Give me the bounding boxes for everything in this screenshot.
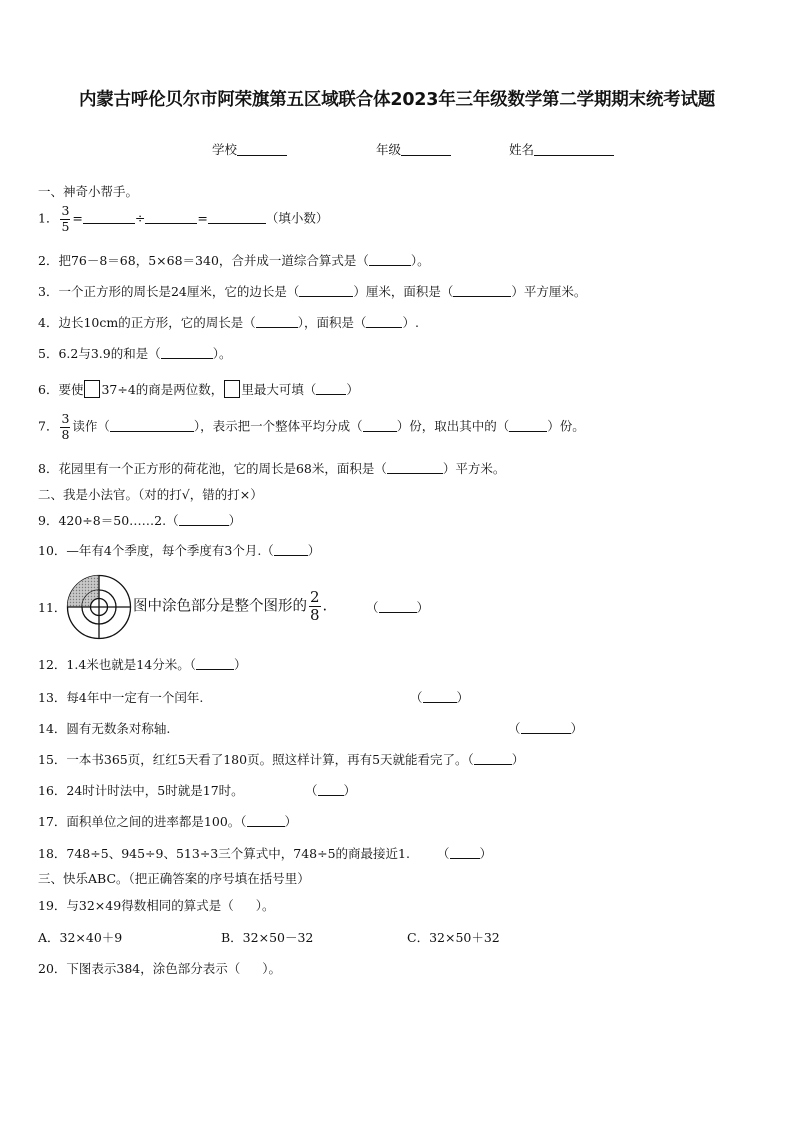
q4-text-1: 边长10cm的正方形，它的周长是（ [58,315,256,330]
q18-answer [437,844,492,862]
q12-text-1: 1.4米也就是14分米。（ [66,657,196,672]
q10-blank[interactable] [274,543,308,556]
q17-text-2: ） [284,814,298,829]
question-20 [38,959,281,977]
q4-blank-1[interactable] [256,315,298,328]
grade-field[interactable] [376,140,451,158]
q6-box-1[interactable] [84,380,100,398]
q12-number: 12． [38,657,67,672]
q7-text-1: 读作（ [72,418,110,434]
question-16 [38,781,244,799]
q13-answer [410,688,469,706]
q18-number: 18． [38,846,67,861]
question-15 [38,750,524,768]
q7-text-4: ）份。 [547,418,585,434]
q8-number: 8． [38,461,59,476]
q20-text-2: ）。 [262,961,282,976]
q4-number: 4． [38,315,59,330]
question-17 [38,812,297,830]
q2-text: 把76－8＝68，5×68＝340，合并成一道综合算式是（ [58,253,369,268]
shaded-circle-figure [66,574,132,640]
q8-text-2: ）平方米。 [442,461,506,476]
question-14 [38,719,170,737]
name-label: 姓名 [509,142,535,157]
q14-close-paren: ） [570,721,584,736]
grade-label: 年级 [376,142,402,157]
q11-fraction-numerator: 2 [310,588,320,606]
question-4 [38,313,419,331]
q14-open-paren: （ [508,721,521,736]
q2-close: ）。 [410,253,430,268]
q16-blank[interactable] [318,783,344,796]
q13-open-paren: （ [410,690,423,705]
q16-number: 16． [38,783,67,798]
q18-text-1: 748÷5、945÷9、513÷3三个算式中，748÷5的商最接近1. [66,846,410,861]
page-title: 内蒙古呼伦贝尔市阿荣旗第五区域联合体2023年三年级数学第二学期期末统考试题 [78,90,716,110]
q18-close-paren: ） [479,846,493,861]
q15-text-1: 一本书365页，红红5天看了180页。照这样计算，再有5天就能看完了。（ [66,752,474,767]
q13-number: 13． [38,690,67,705]
question-13 [38,688,203,706]
q1-divide: ÷ [134,210,146,226]
q14-blank[interactable] [521,721,571,734]
q7-fraction-denominator: 8 [61,426,70,442]
question-2 [38,251,430,269]
q11-text-2: . [322,598,328,615]
question-12 [38,655,246,673]
q17-text-1: 面积单位之间的进率都是100。（ [66,814,247,829]
section-1-heading: 一、神奇小帮手。 [38,184,139,199]
section-2-heading: 二、我是小法官。（对的打√，错的打×） [38,487,263,502]
q19-option-c[interactable]: C．32×50＋32 [407,930,500,945]
q7-fraction [60,413,70,441]
section-3-heading: 三、快乐ABC。（把正确答案的序号填在括号里） [38,871,310,886]
q16-answer [305,781,356,799]
q11-blank[interactable] [379,600,417,613]
question-11-number: 11． [38,600,67,615]
name-field[interactable] [509,140,614,158]
q7-fraction-numerator: 3 [61,411,70,426]
q13-close-paren: ） [456,690,470,705]
q1-fraction [60,205,70,233]
q9-number: 9． [38,513,59,528]
q15-text-2: ） [511,752,525,767]
q1-fraction-denominator: 5 [61,218,70,234]
q11-open-paren: （ [366,600,379,615]
question-3 [38,282,586,300]
question-10 [38,541,320,559]
q11-fraction-denominator: 8 [310,606,320,624]
q18-blank[interactable] [450,846,480,859]
q11-fraction [309,590,321,623]
q1-equals-1: = [72,210,83,226]
q6-text-3: 里最大可填（ [241,382,317,397]
q7-number: 7． [38,418,59,434]
q1-equals-2: = [197,210,208,226]
q2-number: 2． [38,253,59,268]
q8-blank[interactable] [387,461,443,474]
q1-blank-1[interactable] [83,211,135,224]
q6-text-4: ） [346,382,359,397]
q3-text-2: ）厘米，面积是（ [353,284,454,299]
q6-text-2: 37÷4的商是两位数， [101,382,224,397]
q2-blank[interactable] [369,253,411,266]
q3-text-1: 一个正方形的周长是24厘米，它的边长是（ [58,284,300,299]
q4-text-3: ）. [402,315,419,330]
q10-text-1: —年有4个季度，每个季度有3个月.（ [66,543,274,558]
q18-open-paren: （ [437,846,450,861]
question-8 [38,459,505,477]
q16-close-paren: ） [343,783,357,798]
q3-blank-1[interactable] [299,284,353,297]
q12-text-2: ） [233,657,247,672]
q4-text-2: ），面积是（ [297,315,367,330]
q7-blank-2[interactable] [363,419,397,432]
q6-blank[interactable] [316,382,346,395]
q1-fraction-numerator: 3 [61,203,70,218]
q17-number: 17． [38,814,67,829]
q14-text-1: 圆有无数条对称轴. [66,721,171,736]
q1-blank-3[interactable] [208,211,266,224]
q6-number: 6． [38,382,59,397]
q19-option-b[interactable]: B．32×50－32 [221,930,314,945]
q11-close-paren: ） [416,600,430,615]
question-5 [38,344,231,362]
q7-blank-1[interactable] [110,419,194,432]
school-field[interactable] [212,140,287,158]
q5-text-2: ）。 [212,346,232,361]
question-18 [38,844,410,862]
grade-blank[interactable] [401,142,451,156]
q14-answer [508,719,583,737]
q9-text-2: ） [228,513,242,528]
q19-text-1: 与32×49得数相同的算式是（ [66,898,234,913]
q5-blank[interactable] [161,346,213,359]
q19-text-2: ）。 [255,898,275,913]
question-6 [38,380,359,398]
q10-text-2: ） [307,543,321,558]
q3-number: 3． [38,284,59,299]
q13-text-1: 每4年中一定有一个闰年. [66,690,204,705]
q7-blank-3[interactable] [509,419,547,432]
school-label: 学校 [212,142,238,157]
q19-option-a[interactable]: A．32×40＋9 [38,930,123,945]
q11-answer [366,598,429,616]
question-19 [38,896,274,914]
q14-number: 14． [38,721,67,736]
q20-number: 20． [38,961,67,976]
question-7 [38,413,585,441]
q16-open-paren: （ [305,783,318,798]
q15-number: 15． [38,752,67,767]
q19-number: 19． [38,898,67,913]
q5-text-1: 6.2与3.9的和是（ [58,346,161,361]
question-1 [38,205,328,233]
q7-text-3: ）份，取出其中的（ [396,418,510,434]
q7-text-2: ），表示把一个整体平均分成（ [193,418,363,434]
q15-blank[interactable] [474,752,512,765]
q17-blank[interactable] [247,814,285,827]
q6-box-2[interactable] [224,380,240,398]
q1-tail: （填小数） [265,210,329,226]
q1-number: 1． [38,210,59,226]
q12-blank[interactable] [196,657,234,670]
question-9 [38,511,241,529]
question-11 [133,590,327,623]
q20-text-1: 下图表示384，涂色部分表示（ [66,961,241,976]
school-blank[interactable] [237,142,287,156]
q6-text-1: 要使 [58,382,84,397]
q3-blank-2[interactable] [453,284,511,297]
q11-text-1: 图中涂色部分是整个图形的 [133,598,307,615]
q16-text-1: 24时计时法中，5时就是17时。 [66,783,244,798]
q10-number: 10． [38,543,67,558]
q5-number: 5． [38,346,59,361]
q1-blank-2[interactable] [145,211,197,224]
q4-blank-2[interactable] [366,315,402,328]
q9-text-1: 420÷8＝50……2.（ [58,513,179,528]
q8-text-1: 花园里有一个正方形的荷花池，它的周长是68米，面积是（ [58,461,387,476]
q9-blank[interactable] [179,513,229,526]
name-blank[interactable] [534,142,614,156]
q13-blank[interactable] [423,690,457,703]
q3-text-3: ）平方厘米。 [511,284,587,299]
